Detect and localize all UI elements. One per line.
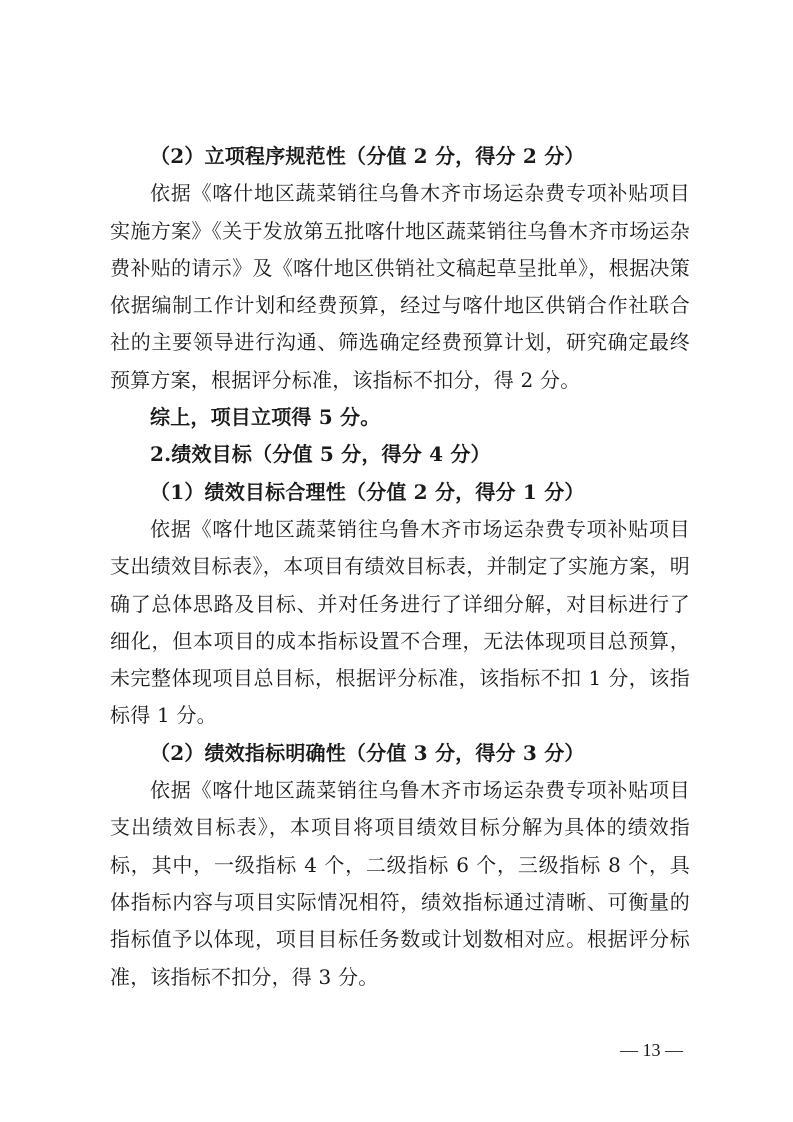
page-number: — 13 — [620,1040,683,1060]
paragraph-indicator-clarity: 依据《喀什地区蔬菜销往乌鲁木齐市场运杂费专项补贴项目支出绩效目标表》，本项目将项目绩效目标分解为具体的绩效指标，其中，一级指标 4 个，二级指标 6 个，三级指标 8 个，具体指标内容与项目实际情况相符，绩效指标通过清晰、可衡量的指标值予以体现，项目目标任务数或计划数相对应。根据评分标准，该指标不扣分，得 3 分。 [110,778,690,989]
heading-indicator-clarity: （2）绩效指标明确性（分值 3 分，得分 3 分） [150,740,585,765]
document-body [110,138,690,996]
paragraph-goal-reasonableness: 依据《喀什地区蔬菜销往乌鲁木齐市场运杂费专项补贴项目支出绩效目标表》，本项目有绩效目标表，并制定了实施方案，明确了总体思路及目标、并对任务进行了详细分解，对目标进行了细化，但本项目的成本指标设置不合理，无法体现项目总预算，未完整体现项目总目标，根据评分标准，该指标不扣 1 分，该指标得 1 分。 [110,516,690,728]
summary-project-score: 综上，项目立项得 5 分。 [150,405,381,430]
heading-project-procedure: （2）立项程序规范性（分值 2 分，得分 2 分） [150,144,585,168]
heading-performance-goals: 2.绩效目标（分值 5 分，得分 4 分） [150,442,491,467]
paragraph-project-procedure: 依据《喀什地区蔬菜销往乌鲁木齐市场运杂费专项补贴项目实施方案》《关于发放第五批喀什地区蔬菜销往乌鲁木齐市场运杂费补贴的请示》及《喀什地区供销社文稿起草呈批单》，根据决策依据编制工作计划和经费预算，经过与喀什地区供销合作社联合社的主要领导进行沟通、筛选确定经费预算计划，研究确定最终预算方案，根据评分标准，该指标不扣分，得 2 分。 [110,181,690,392]
heading-goal-reasonableness: （1）绩效目标合理性（分值 2 分，得分 1 分） [150,479,585,504]
